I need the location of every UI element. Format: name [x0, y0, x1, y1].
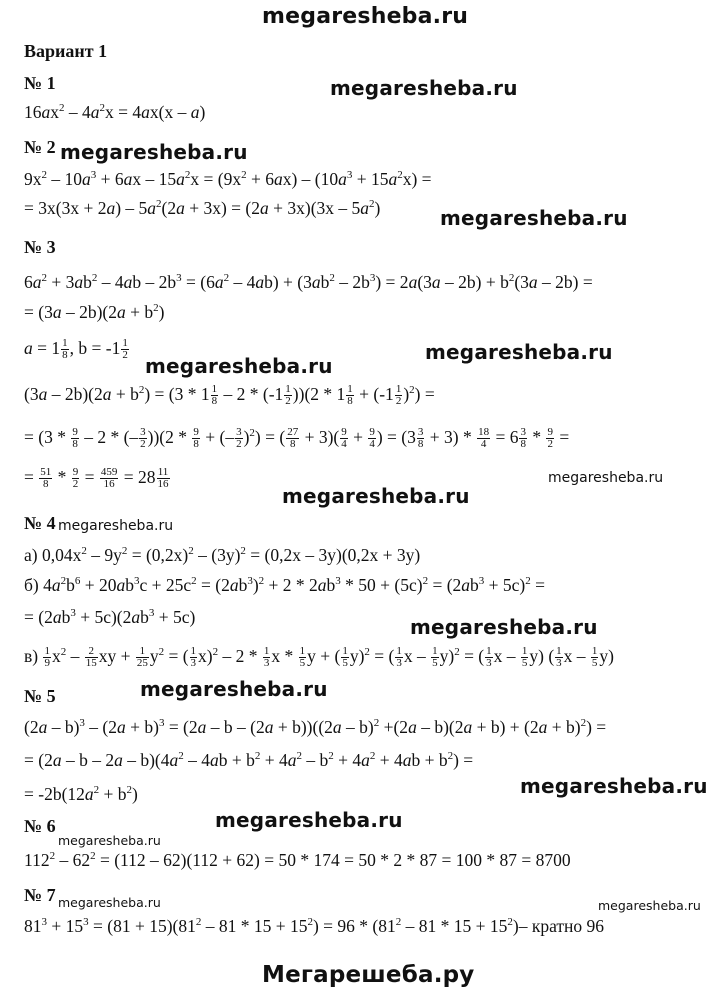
- task-5-line-2: = $(2a - b - 2a - b)(4a^2 - 4ab + b^2 + 4a^2 - b^2 + 4a^2 + 4ab + b^2)$ =: [24, 750, 474, 770]
- task-7-tail: – кратно 96: [518, 916, 605, 936]
- variant-title: Вариант 1: [24, 41, 108, 61]
- watermark: megaresheba.ru: [58, 833, 161, 848]
- task-1-label: № 1: [24, 73, 56, 93]
- task-3-label: № 3: [24, 237, 56, 257]
- watermark: megaresheba.ru: [548, 470, 664, 486]
- site-title: megaresheba.ru: [262, 4, 469, 29]
- task-2-label: № 2: [24, 137, 56, 157]
- task-7-label: № 7: [24, 885, 56, 905]
- task-4a-line-1: а) $0,04x^2 - 9y^2 = (0,2x)^2 - (3y)^2 = (0,2x - 3y)(0,2x + 3y)$: [24, 545, 421, 565]
- task-2-line-2: = $3x(3x + 2a) - 5a^2(2a + 3x) = (2a + 3x)(3x - 5a^2)$: [24, 198, 381, 218]
- task-3-line-6: = $\frac{51}{8}$ * $\frac{9}{2}$ = $\frac{459}{16}$ = 28 $\frac{11}{16}$: [24, 466, 169, 491]
- watermark: megaresheba.ru: [330, 76, 518, 100]
- task-6-line-1: $112^2 - 62^2 = (112 - 62)(112 + 62) = 50 * 174 = 50 * 2 * 87 = 100 * 87 = 8700$: [24, 850, 571, 870]
- task-3-line-3: a = 1 $\frac{1}{8}$ , b = -1 $\frac{1}{2}$: [24, 337, 128, 362]
- watermark: megaresheba.ru: [60, 140, 248, 164]
- task-4a-prefix: а): [24, 545, 38, 565]
- task-3-line-1: $6a^2 + 3ab^2 - 4ab - 2b^3 = (6a^2 - 4ab) + (3ab^2 - 2b^3) = 2a(3a - 2b) + b^2(3a - 2b)$ =: [24, 272, 593, 292]
- task-7-line-1: $81^3 + 15^3 = (81 + 15)(81^2 - 81 * 15 + 15^2) = 96 * (81^2 - 81 * 15 + 15^2)-$ кратно 96: [24, 916, 605, 936]
- watermark: megaresheba.ru: [425, 340, 613, 364]
- site-footer: Мегарешеба.ру: [262, 962, 475, 988]
- watermark: megaresheba.ru: [282, 484, 470, 508]
- task-5-line-3: = $-2b(12a^2 + b^2)$: [24, 784, 138, 804]
- task-5-line-1: $(2a - b)^3 - (2a + b)^3 = (2a - b - (2a + b))((2a - b)^2 +(2a - b)(2a + b) + (2a + b)^2)$ =: [24, 717, 607, 737]
- task-3-line-2: = $(3a - 2b)(2a + b^2)$: [24, 302, 165, 322]
- task-5-label: № 5: [24, 686, 56, 706]
- task-4b-line-2: = $(2ab^3 + 5c)(2ab^3 + 5c)$: [24, 607, 196, 627]
- watermark: megaresheba.ru: [215, 808, 403, 832]
- watermark: megaresheba.ru: [520, 774, 708, 798]
- watermark: megaresheba.ru: [140, 677, 328, 701]
- watermark: megaresheba.ru: [145, 354, 333, 378]
- task-4b-prefix: б): [24, 575, 39, 595]
- task-4c-line-1: в) $\frac{1}{9}$ $x^2$ – $\frac{2}{15}$ xy + $\frac{1}{25}$ $y^2$ = ( $\frac{1}{3}$ x)$^2$ – 2 * $\frac{1}{3}$ x * $\frac{1}{5}$ y + ( $\frac{1}{5}$ y)$^2$ = ( $\frac{1}{3}$ x – $\frac{1}{5}$ y)$^2$ = ( $\frac{1}{3}$ x – $\frac{1}{5}$ y) ( $\frac{1}{3}$ x – $\frac{1}{5}$ y): [24, 645, 614, 670]
- watermark: megaresheba.ru: [58, 895, 161, 910]
- task-2-line-1: $9x^2 - 10a^3 + 6ax - 15a^2x = (9x^2 + 6ax) - (10a^3 + 15a^2x)$ =: [24, 169, 432, 189]
- watermark: megaresheba.ru: [58, 518, 174, 534]
- task-4b-line-1: б) $4a^2b^6 + 20ab^3c + 25c^2 = (2ab^3)^2 + 2 * 2ab^3 * 50 + (5c)^2 = (2ab^3 + 5c)^2$ =: [24, 575, 546, 595]
- task-3-line-4: $(3a - 2b)(2a + b^2) = (3 * 1$ $\frac{1}{8}$ – 2 * (-1 $\frac{1}{2}$ ))(2 * 1 $\frac{1}{8}$ + (-1 $\frac{1}{2}$ )$^2$) =: [24, 383, 435, 408]
- task-3-line-5: = (3 * $\frac{9}{8}$ – 2 * (– $\frac{3}{2}$ ))(2 * $\frac{9}{8}$ + (– $\frac{3}{2}$ )$^2$) = ( $\frac{27}{8}$ + 3)( $\frac{9}{4}$ + $\frac{9}{4}$ ) = (3 $\frac{3}{8}$ + 3) * $\frac{18}{4}$ = 6 $\frac{3}{8}$ * $\frac{9}{2}$ =: [24, 426, 570, 451]
- watermark: megaresheba.ru: [440, 206, 628, 230]
- task-4-label: № 4: [24, 513, 56, 533]
- task-4c-prefix: в): [24, 646, 39, 666]
- watermark: megaresheba.ru: [410, 615, 598, 639]
- task-6-label: № 6: [24, 816, 56, 836]
- watermark: megaresheba.ru: [598, 898, 701, 913]
- task-1-line-1: $16ax^2 - 4a^2x = 4ax(x - a)$: [24, 102, 206, 122]
